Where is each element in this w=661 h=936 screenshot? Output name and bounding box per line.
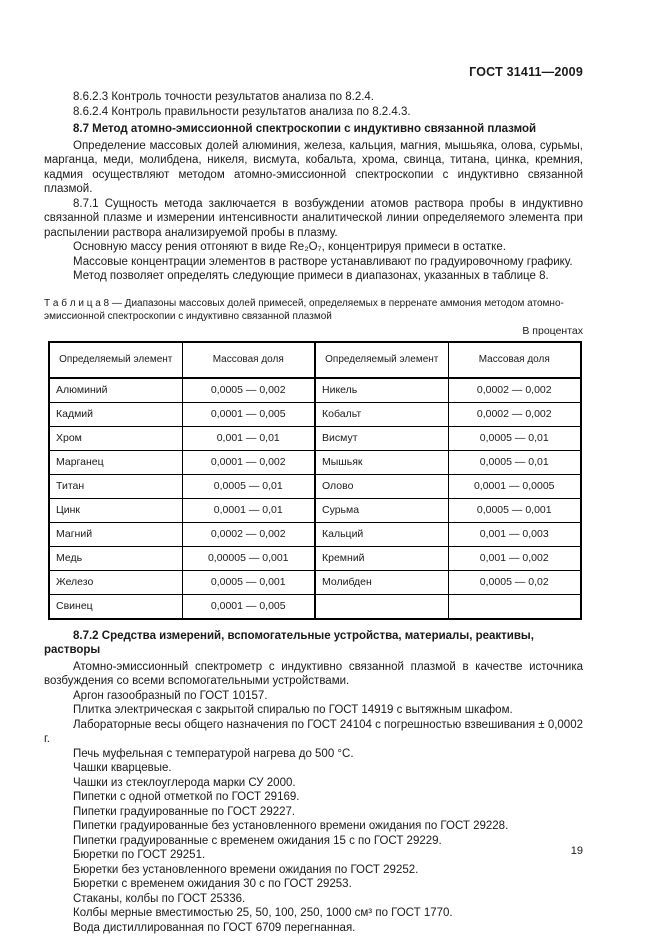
table-row [49, 594, 581, 619]
para-spectrometer: Атомно-эмиссионный спектрометр с индуктивно связанной плазмой в качестве источника возбуждения со всеми вспомогательными устройствами. [44, 660, 583, 687]
range-cell: 0,001 — 0,003 [448, 522, 581, 546]
element-cell: Свинец [49, 594, 182, 619]
element-cell: Цинк [49, 498, 182, 522]
range-cell [448, 594, 581, 619]
range-cell: 0,0001 — 0,005 [182, 402, 315, 426]
range-cell: 0,0002 — 0,002 [448, 402, 581, 426]
equipment-item-pipettes-one-mark: Пипетки с одной отметкой по ГОСТ 29169. [73, 791, 300, 803]
element-cell: Кобальт [315, 402, 448, 426]
range-cell: 0,0002 — 0,002 [182, 522, 315, 546]
element-cell: Мышьяк [315, 450, 448, 474]
range-cell: 0,0001 — 0,002 [182, 450, 315, 474]
table-row [49, 570, 581, 594]
range-cell: 0,0001 — 0,005 [182, 594, 315, 619]
table-row [49, 402, 581, 426]
element-cell: Кадмий [49, 402, 182, 426]
equipment-item-pipettes-no-wait: Пипетки градуированные без установленного времени ожидания по ГОСТ 29228. [73, 820, 509, 832]
equipment-item-glassy-carbon-cups: Чашки из стеклоуглерода марки СУ 2000. [73, 776, 296, 789]
equipment-item-burettes: Бюретки по ГОСТ 29251. [73, 849, 206, 861]
doc-number: ГОСТ 31411—2009 [469, 65, 583, 79]
table-row [49, 474, 581, 498]
equipment-item-argon: Аргон газообразный по ГОСТ 10157. [73, 689, 268, 702]
element-cell: Медь [49, 546, 182, 570]
element-cell: Титан [49, 474, 182, 498]
equipment-item-volumetric-flasks: Колбы мерные вместимостью 25, 50, 100, 250, 1000 см³ по ГОСТ 1770. [73, 907, 453, 919]
equipment-item-pipettes-15s: Пипетки градуированные с временем ожидания 15 с по ГОСТ 29229. [73, 834, 442, 847]
element-cell: Марганец [49, 450, 182, 474]
range-cell: 0,001 — 0,002 [448, 546, 581, 570]
col-header-fraction-1: Массовая доля [182, 342, 315, 378]
range-cell: 0,0005 — 0,02 [448, 570, 581, 594]
equipment-item-burettes-30s: Бюретки с временем ожидания 30 с по ГОСТ 29253. [73, 878, 352, 890]
range-cell: 0,0001 — 0,0005 [448, 474, 581, 498]
element-cell: Магний [49, 522, 182, 546]
para-8-7-1-essence: 8.7.1 Сущность метода заключается в возбуждении атомов раствора пробы в индуктивно связанной плазме и измерении интенсивности аналитической линии определяемого элемента при распылении раствора анализируемой пробы в плазму. [44, 197, 583, 239]
element-cell: Молибден [315, 570, 448, 594]
range-cell: 0,0005 — 0,001 [182, 570, 315, 594]
element-cell [315, 594, 448, 619]
range-cell: 0,001 — 0,01 [182, 426, 315, 450]
table-row [49, 546, 581, 570]
element-cell: Хром [49, 426, 182, 450]
table-row [49, 498, 581, 522]
para-control-correctness: 8.6.2.4 Контроль правильности результатов анализа по 8.2.4.3. [73, 105, 411, 118]
equipment-item-quartz-cups: Чашки кварцевые. [73, 762, 172, 774]
table-caption: Т а б л и ц а 8 — Диапазоны массовых долей примесей, определяемых в перренате аммония методом атомно-эмиссионной спектроскопии с индуктивно связанной плазмой [44, 297, 564, 322]
table-row [49, 450, 581, 474]
element-cell: Сурьма [315, 498, 448, 522]
equipment-item-furnace: Печь муфельная с температурой нагрева до 500 °С. [73, 747, 354, 760]
impurities-table [48, 341, 582, 620]
equipment-item-pipettes-graduated: Пипетки градуированные по ГОСТ 29227. [73, 805, 296, 818]
table-row [49, 522, 581, 546]
element-cell: Никель [315, 378, 448, 403]
range-cell: 0,0001 — 0,01 [182, 498, 315, 522]
col-header-element-2: Определяемый элемент [315, 342, 448, 378]
page-number: 19 [570, 845, 583, 857]
col-header-fraction-2: Массовая доля [448, 342, 581, 378]
table-row [49, 426, 581, 450]
heading-8-7: 8.7 Метод атомно-эмиссионной спектроскопии с индуктивно связанной плазмой [73, 123, 537, 135]
page-content [44, 90, 583, 935]
col-header-element-1: Определяемый элемент [49, 342, 182, 378]
table-header-row [49, 342, 581, 378]
table-units-note: В процентах [522, 324, 583, 337]
para-rhenium-distill: Основную массу рения отгоняют в виде Re₂O₇, концентрируя примеси в остатке. [73, 241, 506, 253]
equipment-item-scales: Лабораторные весы общего назначения по ГОСТ 24104 с погрешностью взвешивания ± 0,0002 г. [44, 718, 583, 745]
element-cell: Алюминий [49, 378, 182, 403]
para-concentrations: Массовые концентрации элементов в растворе устанавливают по градуировочному графику. [73, 255, 573, 268]
range-cell: 0,00005 — 0,001 [182, 546, 315, 570]
equipment-item-distilled-water: Вода дистиллированная по ГОСТ 6709 перегнанная. [73, 921, 356, 934]
table-row [49, 378, 581, 403]
element-cell: Олово [315, 474, 448, 498]
range-cell: 0,0005 — 0,01 [182, 474, 315, 498]
para-method-ranges: Метод позволяет определять следующие примеси в диапазонах, указанных в таблице 8. [73, 270, 549, 282]
range-cell: 0,0005 — 0,01 [448, 426, 581, 450]
para-determination: Определение массовых долей алюминия, железа, кальция, магния, мышьяка, олова, сурьмы, марганца, меди, молибдена, никеля, висмута, кобальта, хрома, свинца, титана, цинка, кремния, кадмия осуществляют методом атомно-эмиссионной спектроскопии с индуктивно связанной плазмой. [44, 139, 583, 195]
heading-8-7-2: 8.7.2 Средства измерений, вспомогательные устройства, материалы, реактивы, растворы [44, 629, 534, 656]
element-cell: Кремний [315, 546, 448, 570]
equipment-item-burettes-no-wait: Бюретки без установленного времени ожидания по ГОСТ 29252. [73, 863, 419, 876]
range-cell: 0,0005 — 0,001 [448, 498, 581, 522]
range-cell: 0,0005 — 0,01 [448, 450, 581, 474]
element-cell: Кальций [315, 522, 448, 546]
para-control-accuracy: 8.6.2.3 Контроль точности результатов анализа по 8.2.4. [73, 91, 374, 103]
equipment-item-beakers-flasks: Стаканы, колбы по ГОСТ 25336. [73, 892, 246, 905]
element-cell: Железо [49, 570, 182, 594]
element-cell: Висмут [315, 426, 448, 450]
range-cell: 0,0002 — 0,002 [448, 378, 581, 403]
range-cell: 0,0005 — 0,002 [182, 378, 315, 403]
equipment-item-hotplate: Плитка электрическая с закрытой спиралью по ГОСТ 14919 с вытяжным шкафом. [73, 704, 513, 716]
